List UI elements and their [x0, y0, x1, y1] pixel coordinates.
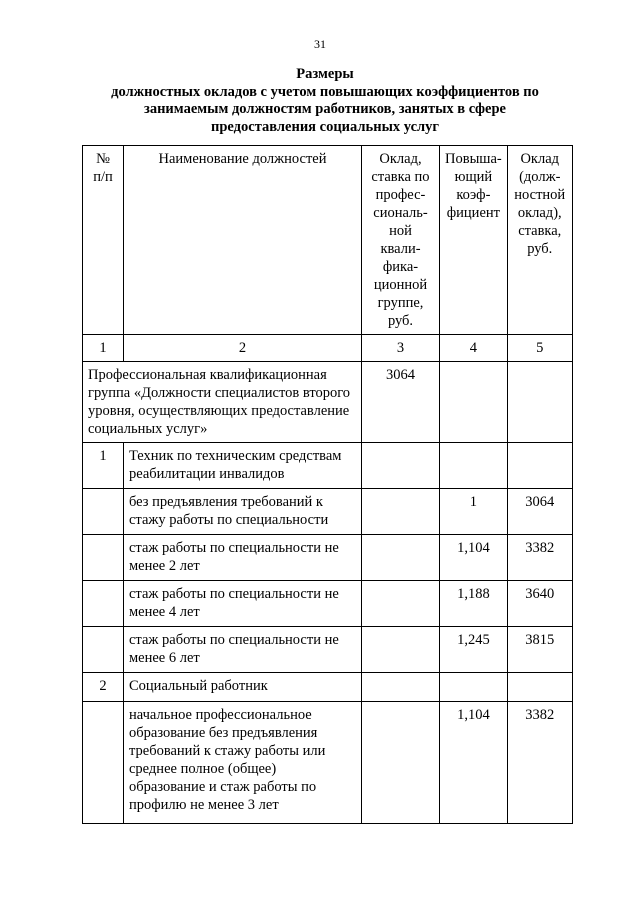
position-row [83, 673, 573, 702]
coefficient-value: 1,104 [440, 702, 508, 824]
condition-text: стаж работы по специальности не менее 6 лет [124, 627, 362, 673]
position-number: 2 [83, 673, 124, 702]
column-number: 2 [124, 335, 362, 362]
header-number: № п/п [83, 146, 124, 335]
empty-cell [83, 489, 124, 535]
coefficient-value: 1 [440, 489, 508, 535]
title-line: Размеры [296, 66, 354, 82]
empty-cell [362, 581, 440, 627]
empty-cell [362, 535, 440, 581]
page-number: 31 [314, 37, 326, 51]
empty-cell [83, 627, 124, 673]
position-row [83, 443, 573, 489]
salary-value: 3640 [507, 581, 572, 627]
header-salary: Оклад (долж- ностной оклад), ставка, руб. [507, 146, 572, 335]
document-title [90, 66, 560, 136]
empty-cell [507, 673, 572, 702]
title-line: занимаемым должностям работников, занятых в сфере [144, 101, 506, 117]
column-number: 4 [440, 335, 508, 362]
empty-cell [83, 702, 124, 824]
empty-cell [83, 581, 124, 627]
salary-value: 3815 [507, 627, 572, 673]
empty-cell [362, 489, 440, 535]
salary-table [82, 145, 573, 824]
salary-value: 3382 [507, 535, 572, 581]
empty-cell [362, 673, 440, 702]
salary-value: 3064 [507, 489, 572, 535]
header-base-salary: Оклад, ставка по профес- сиональ- ной квали- фика- ционной группе, руб. [362, 146, 440, 335]
column-number: 5 [507, 335, 572, 362]
condition-row [83, 535, 573, 581]
column-number: 3 [362, 335, 440, 362]
coefficient-value: 1,245 [440, 627, 508, 673]
group-row [83, 362, 573, 443]
empty-cell [440, 362, 508, 443]
empty-cell [362, 702, 440, 824]
condition-row [83, 702, 573, 824]
empty-cell [440, 443, 508, 489]
header-row [83, 146, 573, 335]
condition-row [83, 581, 573, 627]
position-name: Техник по техническим средствам реабилитации инвалидов [124, 443, 362, 489]
group-name: Профессиональная квалификационная группа «Должности специалистов второго уровня, осуществляющих предоставление социальных услуг» [83, 362, 362, 443]
condition-text: стаж работы по специальности не менее 4 лет [124, 581, 362, 627]
condition-text: стаж работы по специальности не менее 2 лет [124, 535, 362, 581]
condition-row [83, 489, 573, 535]
coefficient-value: 1,188 [440, 581, 508, 627]
group-base-salary: 3064 [362, 362, 440, 443]
position-name: Социальный работник [124, 673, 362, 702]
position-number: 1 [83, 443, 124, 489]
condition-row [83, 627, 573, 673]
header-coefficient: Повыша- ющий коэф- фициент [440, 146, 508, 335]
coefficient-value: 1,104 [440, 535, 508, 581]
header-position-name: Наименование должностей [124, 146, 362, 335]
title-line: предоставления социальных услуг [211, 118, 439, 135]
empty-cell [440, 673, 508, 702]
salary-value: 3382 [507, 702, 572, 824]
condition-text: без предъявления требований к стажу работы по специальности [124, 489, 362, 535]
condition-text: начальное профессиональное образование без предъявления требований к стажу работы или среднее полное (общее) образование и стаж работы по профилю не менее 3 лет [124, 702, 362, 824]
title-line: должностных окладов с учетом повышающих коэффициентов по [111, 83, 539, 100]
empty-cell [362, 627, 440, 673]
empty-cell [362, 443, 440, 489]
empty-cell [507, 362, 572, 443]
empty-cell [83, 535, 124, 581]
column-number: 1 [83, 335, 124, 362]
column-number-row [83, 335, 573, 362]
empty-cell [507, 443, 572, 489]
